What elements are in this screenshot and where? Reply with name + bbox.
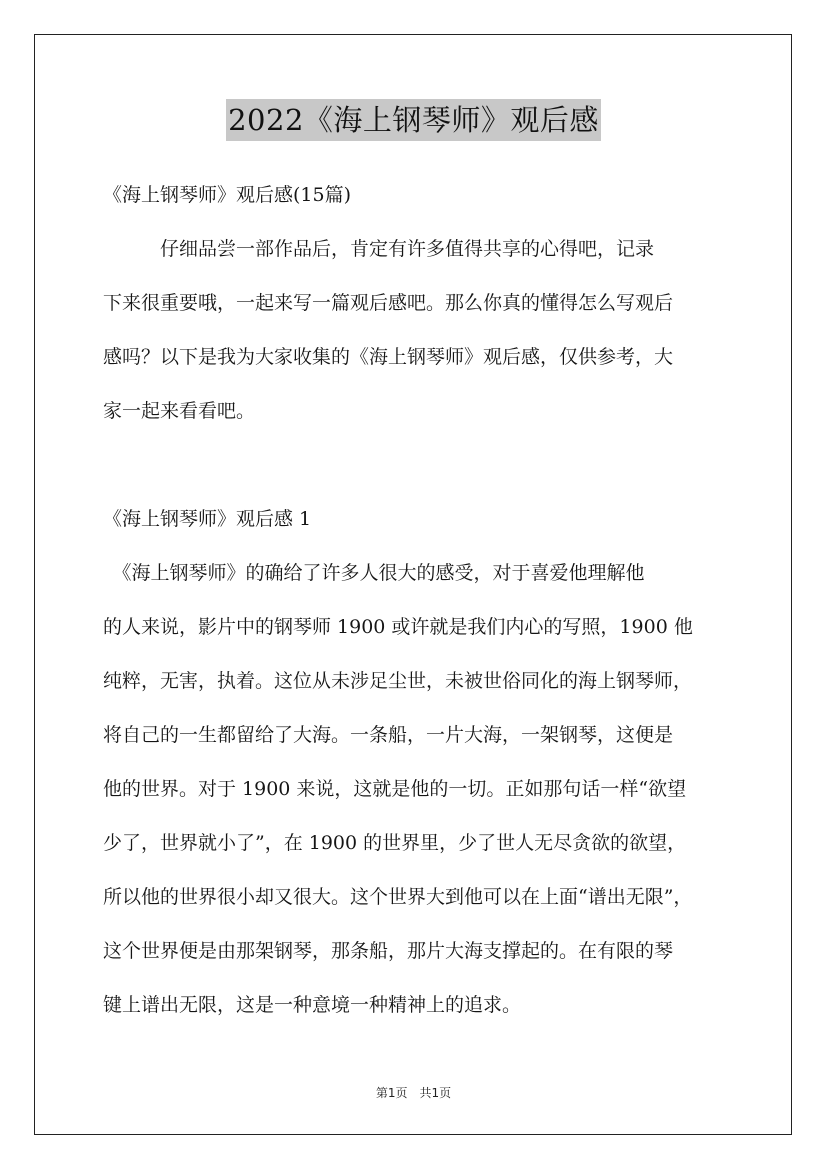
body-line: 纯粹，无害，执着。这位从未涉足尘世，未被世俗同化的海上钢琴师， xyxy=(103,670,693,692)
intro-line: 下来很重要哦，一起来写一篇观后感吧。那么你真的懂得怎么写观后 xyxy=(103,292,674,314)
body-line: 少了，世界就小了”，在 1900 的世界里，少了世人无尽贪欲的欲望， xyxy=(103,832,687,854)
document-title: 2022《海上钢琴师》观后感 xyxy=(226,99,601,141)
document-subtitle: 《海上钢琴师》观后感(15篇) xyxy=(103,184,352,206)
section-heading: 《海上钢琴师》观后感 1 xyxy=(103,508,312,530)
title-container xyxy=(0,99,827,141)
body-line: 他的世界。对于 1900 来说，这就是他的一切。正如那句话一样“欲望 xyxy=(103,778,687,800)
body-line: 《海上钢琴师》的确给了许多人很大的感受，对于喜爱他理解他 xyxy=(103,562,645,584)
body-line: 键上谱出无限，这是一种意境一种精神上的追求。 xyxy=(103,994,522,1016)
page-footer: 第1页 共1页 xyxy=(375,1086,452,1100)
intro-line: 感吗？以下是我为大家收集的《海上钢琴师》观后感，仅供参考，大 xyxy=(103,346,674,368)
intro-line: 仔细品尝一部作品后，肯定有许多值得共享的心得吧，记录 xyxy=(103,238,655,260)
body-line: 的人来说，影片中的钢琴师 1900 或许就是我们内心的写照，1900 他 xyxy=(103,616,693,638)
body-line: 将自己的一生都留给了大海。一条船，一片大海，一架钢琴，这便是 xyxy=(103,724,674,746)
body-line: 所以他的世界很小却又很大。这个世界大到他可以在上面“谱出无限”， xyxy=(103,886,693,908)
intro-line: 家一起来看看吧。 xyxy=(103,400,256,422)
body-line: 这个世界便是由那架钢琴，那条船，那片大海支撑起的。在有限的琴 xyxy=(103,940,674,962)
